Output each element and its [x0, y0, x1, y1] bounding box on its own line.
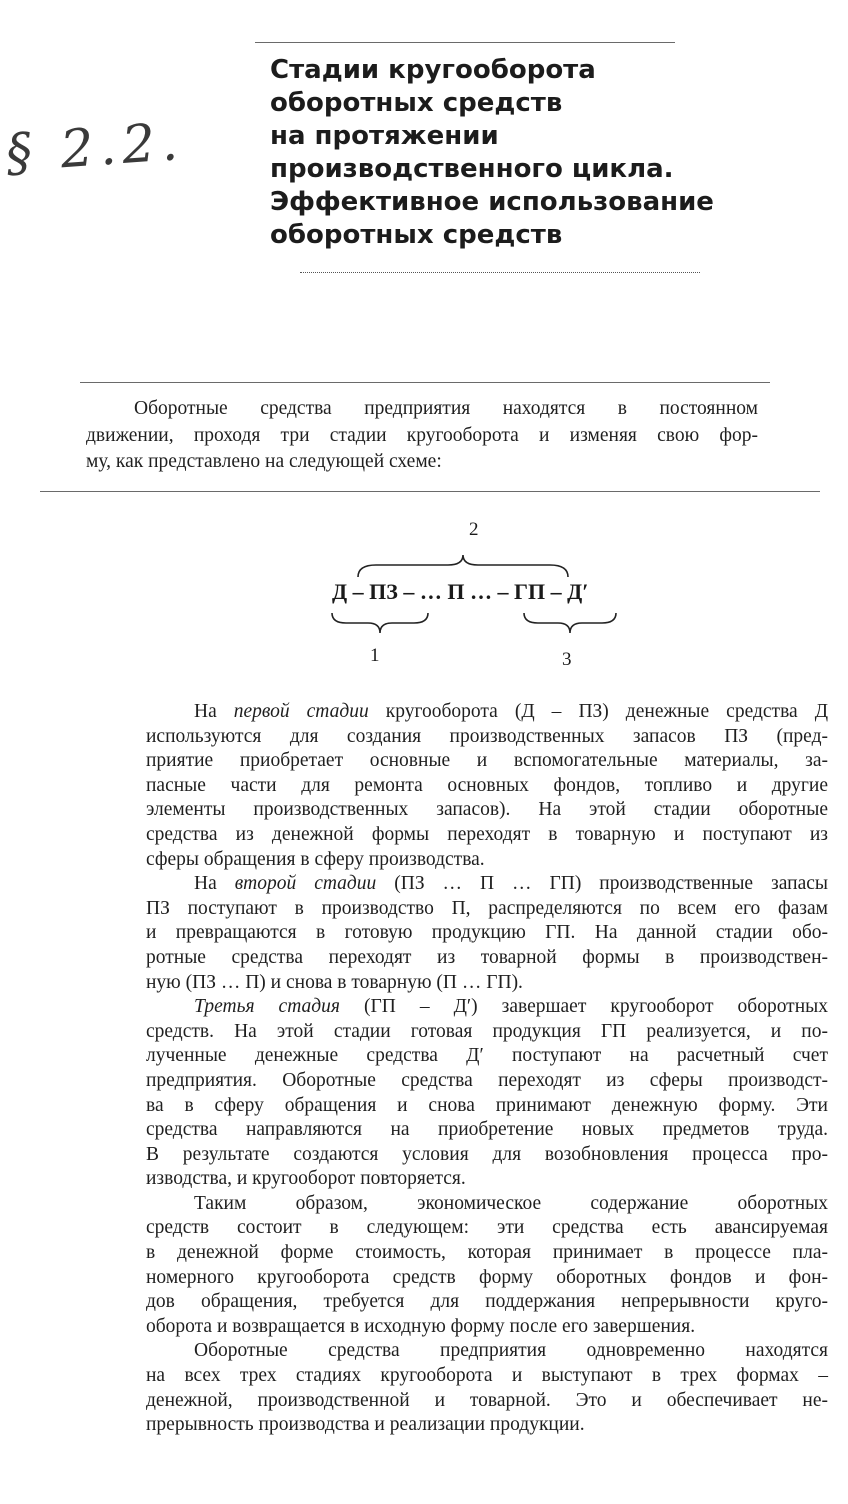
- section-heading: [270, 54, 790, 252]
- heading-line: оборотных средств: [270, 220, 563, 250]
- text-line: на всех трех стадиях кругооборота и выступают в трех формах –: [146, 1365, 828, 1387]
- scheme-label-stage-2: 2: [469, 519, 479, 540]
- emphasis: Третья стадия: [194, 996, 340, 1018]
- text-line: На второй стадии (ПЗ … П … ГП) производственные запасы: [194, 873, 828, 895]
- text-line: ную (ПЗ … П) и снова в товарную (П … ГП).: [146, 971, 523, 993]
- brace-under-stage-3: [522, 611, 618, 635]
- text-line: Оборотные средства предприятия одновременно находятся: [194, 1340, 828, 1362]
- text-line: сферы обращения в сферу производства.: [146, 848, 485, 870]
- intro-line: движении, проходя три стадии кругооборота и изменяя свою фор-: [86, 424, 758, 446]
- heading-line: на протяжении: [270, 121, 499, 151]
- text-line: Третья стадия (ГП – Д′) завершает кругооборот оборотных: [194, 996, 828, 1018]
- emphasis: первой стадии: [233, 701, 369, 722]
- text-line: изводства, и кругооборот повторяется.: [146, 1168, 466, 1190]
- circulation-scheme: [300, 515, 640, 675]
- text-line: используются для создания производственных запасов ПЗ (пред-: [146, 725, 828, 747]
- intro-line: му, как представлено на следующей схеме:: [86, 451, 442, 472]
- paragraph-economic-content: [146, 1192, 828, 1340]
- intro-bottom-rule: [40, 491, 820, 492]
- heading-bottom-rule: [300, 272, 700, 273]
- text-line: и превращаются в готовую продукцию ГП. На данной стадии обо-: [146, 922, 828, 944]
- paragraph-conclusion: [146, 1339, 828, 1437]
- top-rule: [255, 42, 675, 43]
- handwritten-section-note: § 2.2.: [4, 111, 186, 185]
- paragraph-stage-1: [146, 700, 828, 872]
- text-line: оборота и возвращается в исходную форму после его завершения.: [146, 1315, 696, 1337]
- text-line: ПЗ поступают в производство П, распределяются по всем его фазам: [146, 897, 828, 919]
- body-text: [146, 700, 828, 1438]
- text-line: ва в сферу обращения и снова принимают денежную форму. Эти: [146, 1094, 828, 1116]
- text-line: приятие приобретает основные и вспомогательные материалы, за-: [146, 750, 828, 772]
- brace-under-stage-1: [330, 611, 430, 635]
- text-line: дов обращения, требуется для поддержания непрерывности круго-: [146, 1291, 828, 1313]
- paragraph-stage-2: [146, 872, 828, 995]
- text-line: ротные средства переходят из товарной формы в производствен-: [146, 946, 828, 968]
- text-line: На первой стадии кругооборота (Д – ПЗ) денежные средства Д: [194, 701, 828, 722]
- text-line: лученные денежные средства Д′ поступают на расчетный счет: [146, 1045, 828, 1067]
- intro-line: Оборотные средства предприятия находятся в постоянном: [134, 398, 758, 419]
- text-line: предприятия. Оборотные средства переходят из сферы производст-: [146, 1069, 828, 1091]
- text-line: прерывность производства и реализации продукции.: [146, 1414, 585, 1436]
- intro-paragraph: [86, 396, 758, 476]
- paragraph-stage-3: [146, 995, 828, 1192]
- intro-top-rule: [80, 382, 770, 383]
- heading-line: Эффективное использование: [270, 187, 714, 217]
- scheme-formula: Д – ПЗ – … П … – ГП – Д′: [332, 579, 589, 604]
- text-line: пасные части для ремонта основных фондов, топливо и другие: [146, 774, 828, 796]
- text-line: Таким образом, экономическое содержание оборотных: [194, 1192, 828, 1214]
- scheme-label-stage-3: 3: [562, 649, 572, 670]
- scheme-label-stage-1: 1: [370, 645, 380, 666]
- text-line: средств состоит в следующем: эти средства есть авансируемая: [146, 1217, 828, 1239]
- text-line: денежной, производственной и товарной. Это и обеспечивает не-: [146, 1389, 828, 1411]
- text-line: номерного кругооборота средств форму оборотных фондов и фон-: [146, 1266, 828, 1288]
- text-line: в денежной форме стоимость, которая принимает в процессе пла-: [146, 1242, 828, 1264]
- heading-line: производственного цикла.: [270, 154, 674, 184]
- text-line: В результате создаются условия для возобновления процесса про-: [146, 1143, 828, 1165]
- text-line: средств. На этой стадии готовая продукция ГП реализуется, и по-: [146, 1020, 828, 1042]
- text-line: средства из денежной формы переходят в товарную и поступают из: [146, 823, 828, 845]
- emphasis: второй стадии: [234, 873, 377, 895]
- heading-line: Стадии кругооборота: [270, 55, 596, 85]
- heading-line: оборотных средств: [270, 88, 563, 118]
- text-line: средства направляются на приобретение новых предметов труда.: [146, 1119, 828, 1141]
- text-line: элементы производственных запасов). На этой стадии оборотные: [146, 799, 828, 821]
- brace-over-stage-2: [356, 553, 570, 579]
